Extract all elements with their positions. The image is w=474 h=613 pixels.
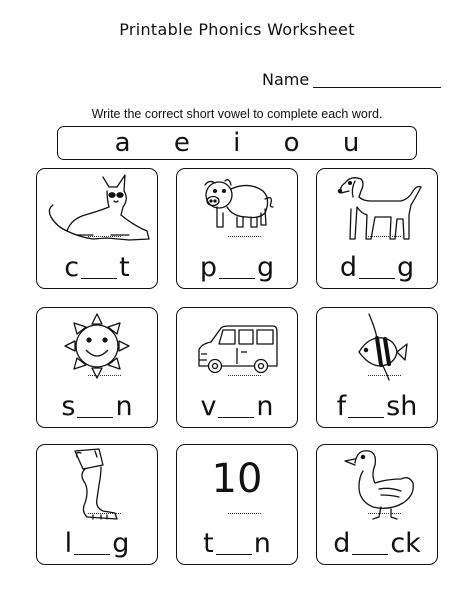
word-start: d [339, 252, 357, 283]
word-end: g [397, 252, 415, 283]
vowel-a: a [114, 128, 131, 158]
word-start: s [61, 391, 76, 422]
word-start: l [64, 528, 73, 559]
word-duck [317, 527, 437, 557]
word-end: sh [386, 391, 418, 422]
word-start: v [200, 391, 217, 422]
name-label: Name [262, 70, 310, 89]
vowel-blank[interactable] [219, 278, 255, 279]
dog-icon [317, 169, 439, 251]
cat-icon [37, 169, 159, 251]
vowel-blank[interactable] [359, 278, 395, 279]
instruction-text: Write the correct short vowel to complete each word. [91, 107, 383, 121]
vowel-bank [57, 126, 417, 160]
word-card-van [176, 307, 298, 428]
word-end: g [257, 252, 275, 283]
word-dog [317, 251, 437, 281]
word-cat [37, 251, 157, 281]
fish-icon [317, 308, 439, 390]
vowel-blank[interactable] [77, 417, 113, 418]
word-start: f [336, 391, 347, 422]
word-end: t [119, 252, 130, 283]
word-card-ten [176, 444, 298, 565]
word-van [177, 390, 297, 420]
vowel-blank[interactable] [218, 417, 254, 418]
worksheet-title: Printable Phonics Worksheet [119, 20, 355, 39]
vowel-blank[interactable] [348, 417, 384, 418]
word-card-dog [316, 168, 438, 289]
word-ten [177, 527, 297, 557]
word-leg [37, 527, 157, 557]
word-card-duck [316, 444, 438, 565]
number-ten: 10 [211, 456, 263, 502]
word-sun [37, 390, 157, 420]
vowel-blank[interactable] [216, 554, 252, 555]
word-pig [177, 251, 297, 281]
word-start: p [199, 252, 217, 283]
word-end: n [256, 391, 274, 422]
van-icon [177, 308, 299, 390]
word-card-fish [316, 307, 438, 428]
leg-icon [37, 445, 159, 527]
word-card-pig [176, 168, 298, 289]
vowel-o: o [283, 128, 300, 158]
word-end: n [115, 391, 133, 422]
word-fish [317, 390, 437, 420]
sun-icon [37, 308, 159, 390]
pig-icon [177, 169, 299, 251]
word-end: n [253, 528, 271, 559]
word-card-cat [36, 168, 158, 289]
vowel-blank[interactable] [74, 554, 110, 555]
word-start: t [203, 528, 214, 559]
vowel-u: u [342, 128, 360, 158]
vowel-e: e [173, 128, 190, 158]
vowel-blank[interactable] [81, 278, 117, 279]
vowel-i: i [233, 128, 241, 158]
word-end: ck [390, 528, 421, 559]
word-end: g [112, 528, 130, 559]
word-start: d [333, 528, 351, 559]
word-card-sun [36, 307, 158, 428]
word-start: c [64, 252, 80, 283]
name-field[interactable] [313, 87, 441, 88]
word-card-leg [36, 444, 158, 565]
duck-icon [317, 445, 439, 527]
vowel-blank[interactable] [352, 554, 388, 555]
